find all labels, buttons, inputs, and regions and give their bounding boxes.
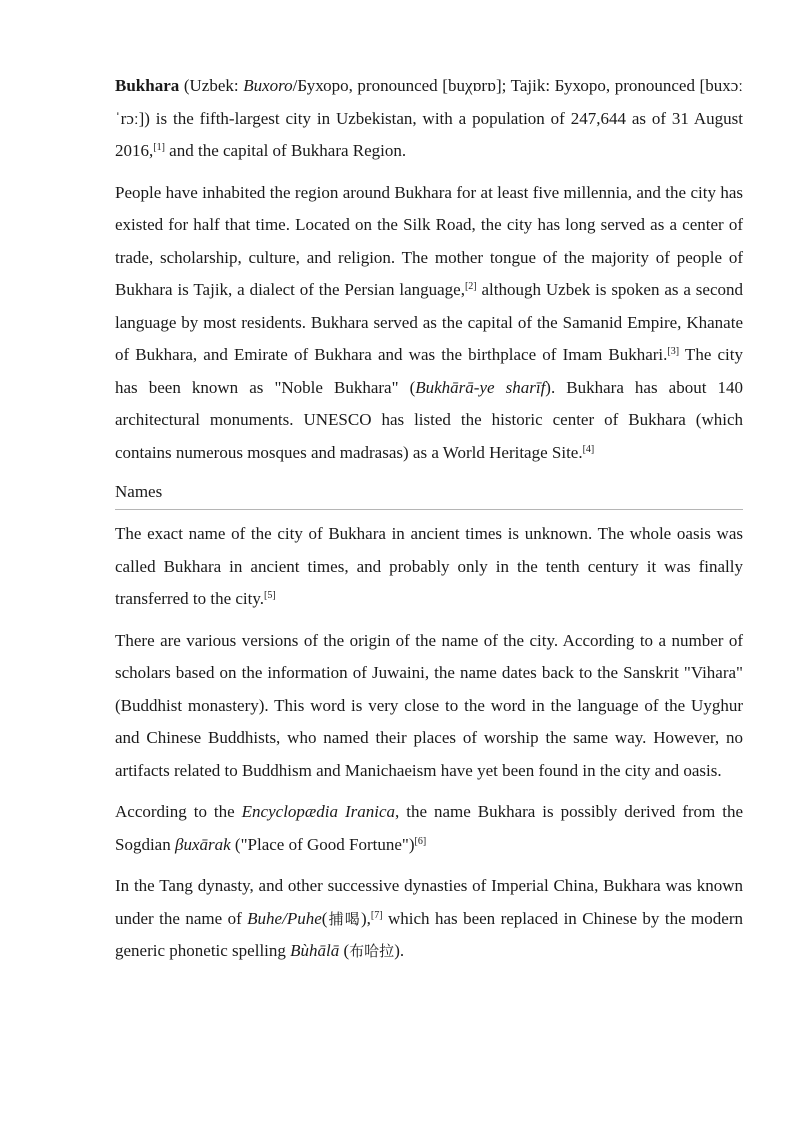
text: although Uzbek is spoken as a second language by most residents. Bukhara served as the capital of the Samanid Empire, Khanate of Bukhara, and Emirate of Bukhara and was the birthplace of Imam Bukhari. <box>115 280 744 364</box>
text: There are various versions of the origin of the name of the city. According to a number of scholars based on the information of Juwaini, the name dates back to the Sanskrit "Vihara" (Buddhist monastery). This word is very close to the word in the language of the Uyghur and Chinese Buddhists, who named their places of worship the same way. However, no artifacts related to Buddhism and Manichaeism have yet been found in the city and oasis. <box>115 630 743 780</box>
citation-link[interactable]: [4] <box>582 443 595 455</box>
citation-link[interactable]: [7] <box>370 909 383 921</box>
text: (Uzbek: <box>179 76 244 95</box>
history-paragraph <box>115 177 743 470</box>
citation-link[interactable]: [3] <box>667 346 680 357</box>
section-heading-names: Names <box>115 478 743 510</box>
citation-link[interactable]: [2] <box>464 281 477 292</box>
text: which has been replaced in Chinese by the modern generic phonetic spelling <box>115 908 743 960</box>
text: ( <box>339 941 350 960</box>
text: ), <box>360 908 371 928</box>
text: Buhe/Puhe <box>247 908 322 928</box>
text: /Бухоро, pronounced [buχɒrɒ]; Tajik: Бухоро, pronounced [buxɔːˈrɔː]) is the fifth-largest city in Uzbekistan, with a population of 247,644 as of 31 August 2016, <box>115 76 743 160</box>
text: Bùhālā <box>290 941 340 960</box>
chinese-text: 布哈拉 <box>349 942 395 960</box>
chinese-text: 捕喝 <box>327 909 361 928</box>
names-paragraph-3 <box>115 796 743 861</box>
text: ("Place of Good Fortune") <box>230 834 415 854</box>
text: Buxoro <box>243 76 293 95</box>
text: Bukhārā-ye sharīf <box>415 377 546 397</box>
citation-link[interactable]: [1] <box>153 142 165 153</box>
text: , the name Bukhara is possibly derived from the Sogdian <box>115 802 743 854</box>
names-paragraph-2 <box>115 625 743 788</box>
citation-link[interactable]: [5] <box>264 590 276 601</box>
text: ). <box>394 941 405 960</box>
text: ). Bukhara has about 140 architectural monuments. UNESCO has listed the historic center of Bukhara (which contains numerous mosques and madrasas) as a World Heritage Site. <box>115 377 743 462</box>
text: People have inhabited the region around Bukhara for at least five millennia, and the city has existed for half that time. Located on the Silk Road, the city has long served as a center of trade, scholarship, culture, and religion. The mother tongue of the majority of people of Bukhara is Tajik, a dialect of the Persian language, <box>115 182 743 299</box>
text: and the capital of Bukhara Region. <box>164 141 407 160</box>
document-page <box>115 70 743 977</box>
names-paragraph-1 <box>115 518 743 616</box>
text: Encyclopædia Iranica <box>241 802 395 821</box>
text: βuxārak <box>174 834 231 854</box>
text: The city has been known as "Noble Bukhara" ( <box>115 345 744 397</box>
text: ( <box>321 908 328 928</box>
citation-link[interactable]: [6] <box>414 835 427 847</box>
article-title: Bukhara <box>115 76 180 95</box>
intro-paragraph <box>115 70 743 168</box>
names-paragraph-4 <box>115 870 743 968</box>
text: According to the <box>115 802 242 821</box>
text: In the Tang dynasty, and other successive dynasties of Imperial China, Bukhara was known under the name of <box>115 876 743 928</box>
text: The exact name of the city of Bukhara in ancient times is unknown. The whole oasis was called Bukhara in ancient times, and probably only in the tenth century it was finally transferred to the city. <box>115 524 743 608</box>
